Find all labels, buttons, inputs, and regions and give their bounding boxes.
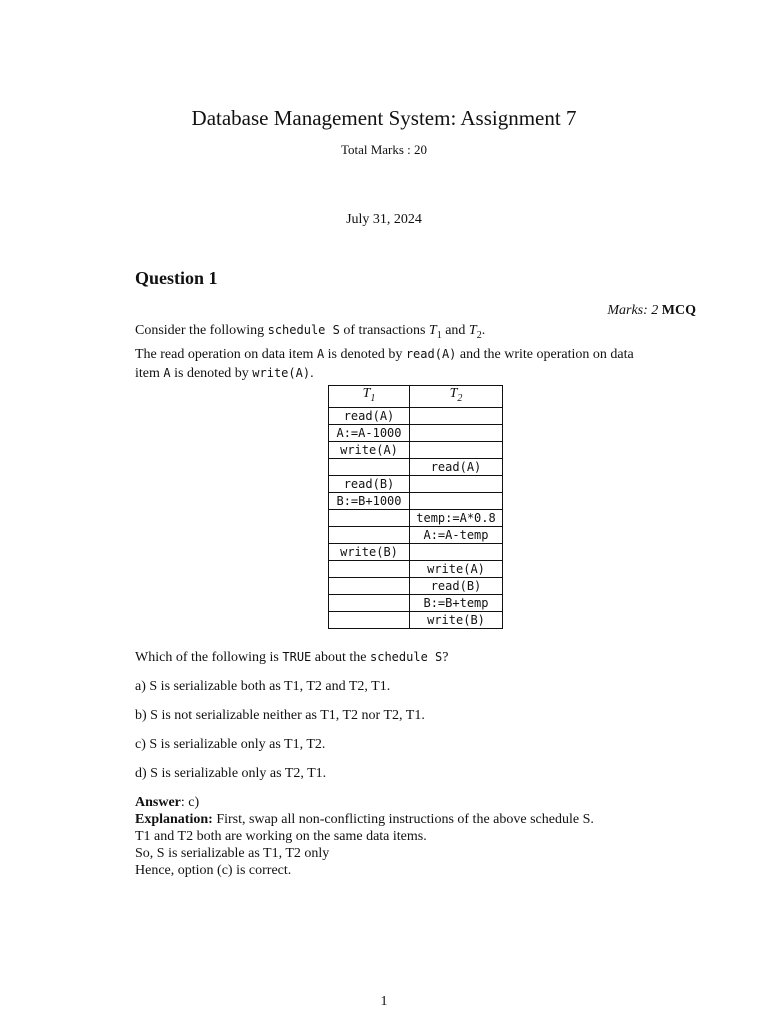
explanation-text: First, swap all non-conflicting instructions of the above schedule S. [216, 812, 594, 827]
line3-code-a: A [163, 365, 171, 380]
schedule-cell-t1 [329, 594, 410, 611]
explanation-line2: T1 and T2 both are working on the same data items. [135, 829, 427, 844]
t2-symbol: T [468, 323, 477, 338]
schedule-cell-t1: B:=B+1000 [329, 492, 410, 509]
and-word: and [445, 323, 466, 338]
schedule-cell-t1: write(A) [329, 441, 410, 458]
schedule-row [329, 577, 503, 594]
option-label: d) [135, 766, 147, 781]
schedule-cell-t2 [410, 424, 503, 441]
schedule-cell-t2 [410, 543, 503, 560]
schedule-cell-t2: A:=A-temp [410, 526, 503, 543]
explanation-line3: So, S is serializable as T1, T2 only [135, 846, 330, 861]
document-title: Database Management System: Assignment 7 [191, 106, 577, 130]
schedule-cell-t2: write(B) [410, 611, 503, 628]
schedule-row [329, 458, 503, 475]
answer-value: : c) [180, 795, 200, 810]
schedule-table [328, 385, 503, 629]
line3-text-b: is denoted by [174, 365, 249, 381]
schedule-cell-t2 [410, 475, 503, 492]
prompt-text-c: ? [442, 650, 449, 665]
schedule-cell-t2 [410, 407, 503, 424]
schedule-cell-t1 [329, 509, 410, 526]
schedule-cell-t1 [329, 611, 410, 628]
schedule-cell-t2 [410, 492, 503, 509]
t1-sub: 1 [436, 329, 442, 341]
schedule-row [329, 475, 503, 492]
explanation-label: Explanation: [135, 812, 213, 827]
schedule-row [329, 424, 503, 441]
page-number: 1 [380, 994, 388, 1009]
answer-label: Answer [135, 795, 181, 810]
schedule-cell-t2: read(B) [410, 577, 503, 594]
line2-text-c: and the write operation on data [459, 346, 634, 362]
schedule-cell-t1: write(B) [329, 543, 410, 560]
line2-text-a: The read operation on data item [135, 346, 314, 362]
schedule-cell-t2: read(A) [410, 458, 503, 475]
total-marks: Total Marks : 20 [340, 142, 428, 157]
schedule-row [329, 407, 503, 424]
schedule-row [329, 560, 503, 577]
schedule-cell-t1: A:=A-1000 [329, 424, 410, 441]
schedule-row [329, 543, 503, 560]
schedule-row [329, 594, 503, 611]
option-d [135, 766, 326, 782]
schedule-cell-t1: read(B) [329, 475, 410, 492]
prompt-text-b: about the [314, 650, 367, 665]
prompt-code-schedule: schedule S [370, 650, 443, 664]
schedule-cell-t1 [329, 458, 410, 475]
option-label: a) [135, 679, 146, 694]
t2-sub: 2 [476, 329, 482, 341]
schedule-row [329, 492, 503, 509]
header-t1-label: T [362, 386, 371, 401]
schedule-cell-t2: temp:=A*0.8 [410, 509, 503, 526]
schedule-row [329, 509, 503, 526]
line2-code-a: A [316, 346, 325, 361]
option-text: S is serializable both as T1, T2 and T2, T1. [149, 679, 391, 694]
header-t2-sub: 2 [457, 392, 463, 404]
explanation-line4: Hence, option (c) is correct. [135, 863, 292, 878]
intro-code: schedule S [267, 323, 340, 337]
schedule-header-t2 [410, 386, 503, 408]
line3-end: . [310, 365, 314, 381]
schedule-cell-t2 [410, 441, 503, 458]
line2-text-b: is denoted by [327, 346, 403, 362]
option-text: S is serializable only as T1, T2. [149, 737, 326, 752]
option-label: c) [135, 737, 146, 752]
intro-text: Consider the following [135, 323, 265, 338]
question-prompt [135, 648, 697, 667]
header-t2-label: T [449, 386, 458, 401]
line3-text-a: item [135, 365, 160, 381]
schedule-cell-t1 [329, 577, 410, 594]
schedule-cell-t1 [329, 526, 410, 543]
t1-symbol: T [428, 323, 437, 338]
option-label: b) [135, 708, 147, 723]
marks-label: Marks: 2 [607, 303, 659, 318]
question-text [135, 321, 697, 383]
schedule-cell-t2: write(A) [410, 560, 503, 577]
option-text: S is not serializable neither as T1, T2 nor T2, T1. [150, 708, 425, 723]
answer-block [135, 794, 735, 879]
question-type: MCQ [661, 303, 696, 318]
schedule-header-t1 [329, 386, 410, 408]
option-a [135, 679, 390, 695]
schedule-cell-t2: B:=B+temp [410, 594, 503, 611]
question-heading: Question 1 [135, 268, 218, 288]
intro-text-2: of transactions [343, 323, 426, 338]
option-c [135, 737, 325, 753]
schedule-row [329, 611, 503, 628]
period: . [481, 323, 486, 338]
read-op-code: read(A) [405, 346, 457, 361]
schedule-row [329, 441, 503, 458]
document-date: July 31, 2024 [346, 212, 422, 227]
option-b [135, 708, 425, 724]
write-op-code: write(A) [252, 365, 311, 380]
header-t1-sub: 1 [370, 392, 376, 404]
schedule-cell-t1: read(A) [329, 407, 410, 424]
option-text: S is serializable only as T2, T1. [150, 766, 327, 781]
question-marks [607, 303, 696, 319]
prompt-text-a: Which of the following is [135, 650, 279, 665]
schedule-row [329, 526, 503, 543]
schedule-cell-t1 [329, 560, 410, 577]
prompt-code-true: TRUE [282, 650, 312, 664]
